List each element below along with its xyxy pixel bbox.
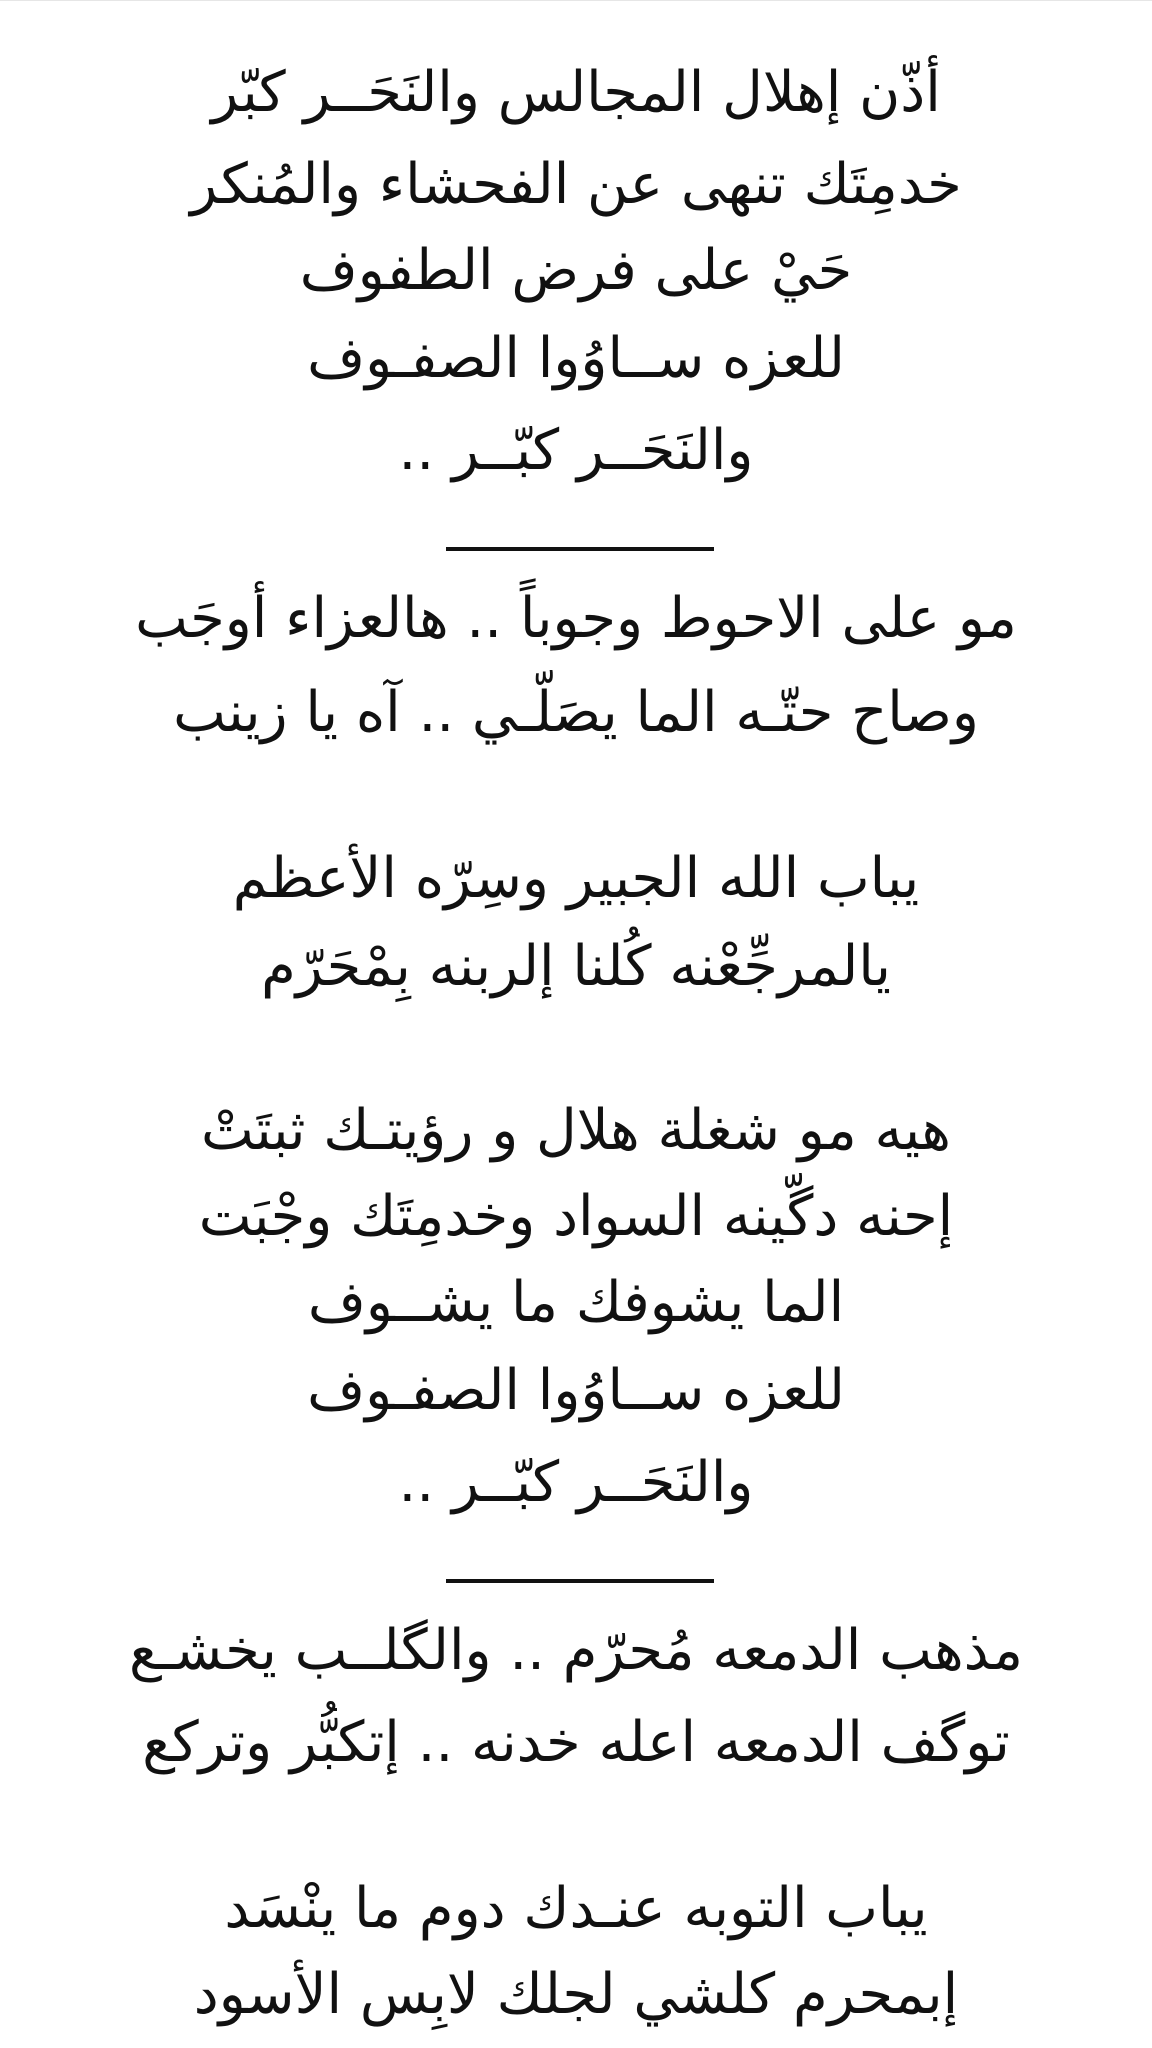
- section-divider: [446, 1579, 714, 1583]
- poem-line: للعزه ســاوُوا الصفـوف: [307, 326, 845, 391]
- poem-line: إحنه دگّينه السواد وخدمِتَك وجْبَت: [198, 1184, 954, 1249]
- poem-line: توگف الدمعه اعله خدنه .. إتكبُّر وتركع: [142, 1710, 1010, 1775]
- poem-line: أذّن إهلال المجالس والنَحَــر كبّر: [211, 60, 941, 125]
- poem-line: حَيْ على فرض الطفوف: [299, 238, 853, 303]
- poem-line: هيه مو شغلة هلال و رؤيتـك ثبتَتْ: [201, 1098, 951, 1163]
- poem-line: وصاح حتّـه الما يصَلّـي .. آه يا زينب: [173, 680, 979, 745]
- poem-line: للعزه ســاوُوا الصفـوف: [307, 1358, 845, 1423]
- poem-line: الما يشوفك ما يشــوف: [307, 1270, 845, 1335]
- poem-line: يالمرجِّعْنه كُلنا إلربنه بِمْحَرّم: [261, 934, 891, 999]
- poem-line: خدمِتَك تنهى عن الفحشاء والمُنكر: [190, 152, 962, 217]
- poem-line: مذهب الدمعه مُحرّم .. والگلــب يخشـع: [128, 1618, 1024, 1683]
- poem-line: والنَحَــر كبّــر ..: [398, 418, 754, 483]
- poem-line: مو على الاحوط وجوباً .. هالعزاء أوجَب: [135, 586, 1017, 651]
- poem-line: والنَحَــر كبّــر ..: [398, 1450, 754, 1515]
- poem-line: يباب التوبه عنـدك دوم ما ينْسَد: [224, 1876, 928, 1941]
- poem-line: يباب الله الجبير وسِرّه الأعظم: [232, 846, 920, 911]
- poem-line: إبمحرم كلشي لجلك لابِس الأسود: [193, 1962, 959, 2027]
- section-divider: [446, 547, 714, 551]
